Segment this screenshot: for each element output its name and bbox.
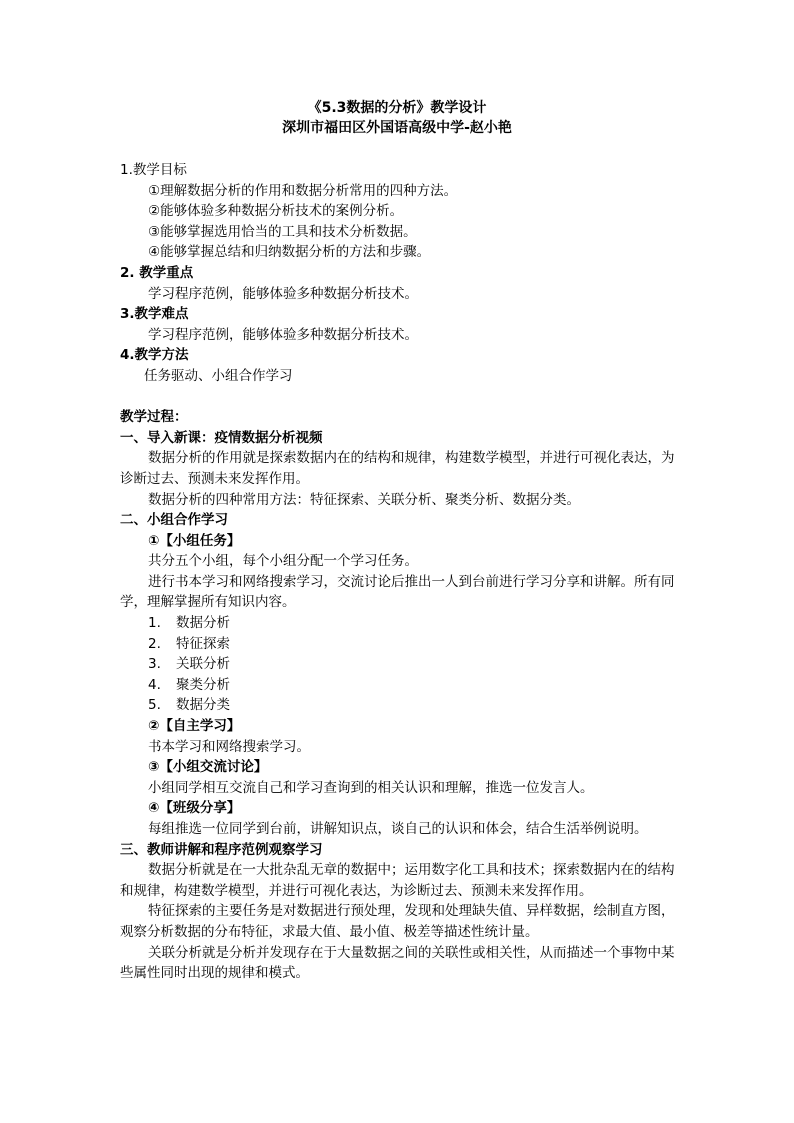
objective-item: ②能够体验多种数据分析技术的案例分析。 <box>148 203 404 220</box>
spacer <box>120 387 680 408</box>
title-block <box>0 98 794 138</box>
difficulties-text: 学习程序范例，能够体验多种数据分析技术。 <box>148 326 418 343</box>
process-heading: 教学过程： <box>120 409 188 426</box>
list-text: 聚类分析 <box>176 676 230 693</box>
list-number: 1. <box>148 615 161 632</box>
paragraph: 数据分析的作用就是探索数据内在的结构和规律，构建数学模型，并进行可视化表达，为诊断过去、预测未来发挥作用。 <box>120 450 675 487</box>
paragraph: 共分五个小组，每个小组分配一个学习任务。 <box>148 553 418 570</box>
subheading-class-share: ④【班级分享】 <box>148 800 241 817</box>
list-item <box>120 634 680 655</box>
section-heading-difficulties: 3.教学难点 <box>120 306 189 323</box>
objective-item: ③能够掌握选用恰当的工具和技术分析数据。 <box>148 223 417 240</box>
subheading-group-discussion: ③【小组交流讨论】 <box>148 759 268 776</box>
document-title: 《5.3数据的分析》教学设计 <box>307 100 487 116</box>
paragraph: 进行书本学习和网络搜索学习，交流讨论后推出一人到台前进行学习分享和讲解。所有同学，理解掌握所有知识内容。 <box>120 573 675 611</box>
list-number: 4. <box>148 676 161 693</box>
paragraph: 数据分析就是在一大批杂乱无章的数据中；运用数字化工具和技术；探索数据内在的结构和规律，构建数学模型，并进行可视化表达，为诊断过去、预测未来发挥作用。 <box>120 862 675 899</box>
objective-item: ④能够掌握总结和归纳数据分析的方法和步骤。 <box>148 244 431 261</box>
subheading-group-task: ①【小组任务】 <box>148 532 241 549</box>
list-number: 3. <box>148 656 161 673</box>
list-item <box>120 695 680 716</box>
part1-heading: 一、导入新课：疫情数据分析视频 <box>120 429 323 446</box>
list-text: 数据分类 <box>176 697 230 714</box>
list-number: 2. <box>148 635 161 652</box>
key-points-text: 学习程序范例，能够体验多种数据分析技术。 <box>148 285 418 302</box>
list-number: 5. <box>148 697 161 714</box>
objective-item: ①理解数据分析的作用和数据分析常用的四种方法。 <box>148 182 458 199</box>
paragraph: 每组推选一位同学到台前，讲解知识点，谈自己的认识和体会，结合生活举例说明。 <box>148 821 648 837</box>
paragraph: 书本学习和网络搜索学习。 <box>148 738 310 755</box>
subheading-self-study: ②【自主学习】 <box>148 718 241 735</box>
paragraph: 关联分析就是分析并发现存在于大量数据之间的关联性或相关性，从而描述一个事物中某些属性同时出现的规律和模式。 <box>120 944 675 982</box>
list-item <box>120 654 680 675</box>
methods-text: 任务驱动、小组合作学习 <box>144 367 293 384</box>
task-list <box>120 613 680 716</box>
list-item <box>120 613 680 634</box>
list-text: 关联分析 <box>176 656 230 673</box>
list-item <box>120 675 680 696</box>
section-heading-methods: 4.教学方法 <box>120 347 189 364</box>
document-subtitle: 深圳市福田区外国语高级中学-赵小艳 <box>282 120 512 136</box>
paragraph: 特征探索的主要任务是对数据进行预处理，发现和处理缺失值、异样数据，绘制直方图，观察分析数据的分布特征，求最大值、最小值、极差等描述性统计量。 <box>120 903 675 940</box>
list-text: 数据分析 <box>176 615 230 632</box>
part3-heading: 三、教师讲解和程序范例观察学习 <box>120 841 323 858</box>
paragraph: 小组同学相互交流自己和学习查询到的相关认识和理解，推选一位发言人。 <box>148 779 594 796</box>
paragraph: 数据分析的四种常用方法：特征探索、关联分析、聚类分析、数据分类。 <box>148 491 580 508</box>
document-body <box>120 160 680 984</box>
part2-heading: 二、小组合作学习 <box>120 512 228 529</box>
section-heading-key-points: 2. 教学重点 <box>120 264 194 281</box>
list-text: 特征探索 <box>176 635 230 652</box>
section-heading-objectives: 1.教学目标 <box>120 162 187 178</box>
